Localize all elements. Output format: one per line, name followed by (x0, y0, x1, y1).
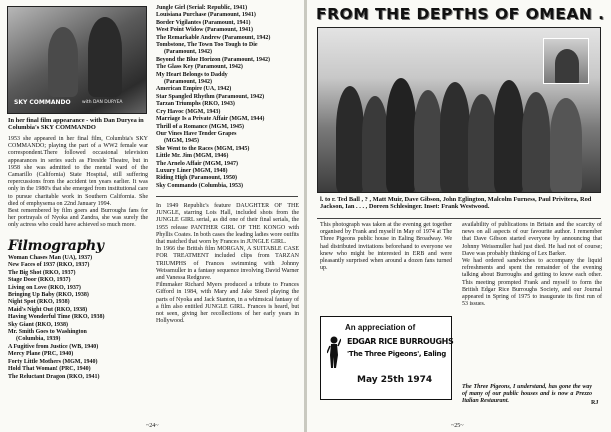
tarzan-figure-icon-svg (327, 335, 341, 369)
ad-line-4: May 25th 1974 (357, 375, 433, 385)
film-title: Riding High (Paramount, 1950) (156, 175, 238, 182)
note-text: In 1949 Republic's feature DAUGHTER OF THE JUNGLE, starring Lois Hall, included shots from the JUNGLE GIRL serial, as did one of their final serials, the 1955 release PANTHER GIRL OF THE KONGO with Phyllis Coates. In both cases the leading ladies wore outfits that matched that worn by Frances in JUNGLE GIRL. In 1966 the British film MORGAN, A SUITABLE CASE FOR TREATMENT included clips from TARZAN TRIUMPHS of Frances swimming with Johnny Weissmuller in a fantasy sequence involving David Warner and Vanessa Redgrave. Filmmaker Richard Myers produced a tribute to Frances Gifford in 1984, with Mary and Jake Steed playing the parts of Nyoka and Jack Stanton, in a whimsical fantasy of a film also entitled JUNGLE GIRL. Frances is heard, but not seen, giving her recollections of her early years in Hollywood. (156, 203, 299, 325)
group-photo-caption: l. to r. Ted Ball , ? , Matt Muir, Dave Gibson, John Eglington, Malcolm Furness, Paul Privitera, Rod Jackson, Ian . . . , Doreen Schlesinger. Inset: Frank Westwood. (320, 196, 592, 211)
inset-photo (543, 38, 589, 84)
film-title: Little Mr. Jim (MGM, 1946) (156, 153, 229, 160)
film-title: West Point Widow (Paramount, 1941) (156, 27, 253, 34)
film-title: Thrill of a Romance (MGM, 1945) (156, 123, 244, 130)
actor-figure (88, 17, 122, 97)
person-figure (522, 92, 550, 193)
sign-off: The Three Pigeons, I understand, has gone the way of many of our public houses and is now a Prezzo Italian Restaurant. (462, 384, 592, 405)
person-figure (414, 90, 442, 193)
page-number: ~24~ (146, 423, 159, 429)
film-title: American Empire (UA, 1942) (156, 86, 232, 93)
film-title: Stage Door (RKO, 1937) (8, 277, 71, 284)
ad-line-1: An appreciation of (345, 323, 416, 332)
poster-title: SKY COMMANDO (14, 99, 71, 106)
film-title: (Paramount, 1942) (164, 49, 212, 56)
film-title: Night Spot (RKO, 1938) (8, 299, 70, 306)
column-rule (317, 218, 601, 219)
ad-line-2: EDGAR RICE BURROUGHS (347, 337, 454, 346)
person-figure (550, 98, 582, 193)
page-title: FROM THE DEPTHS OF OMEAN . (316, 5, 605, 23)
inset-person-figure (555, 49, 579, 84)
author-initials: RJ (591, 400, 599, 406)
person-figure (468, 94, 496, 193)
film-title: My Heart Belongs to Daddy (156, 71, 228, 78)
film-title: Bringing Up Baby (RKO, 1938) (8, 292, 89, 299)
ad-line-3: 'The Three Pigeons', Ealing (347, 350, 446, 358)
film-title: (MGM, 1945) (164, 138, 199, 145)
poster-photo-frame (7, 6, 147, 114)
filmography-list-1 (8, 255, 150, 381)
film-title: Mercy Plane (PRC, 1940) (8, 351, 74, 358)
film-title: Tombstone, The Town Too Tough to Die (156, 42, 258, 49)
column-rule (156, 196, 298, 197)
filmography-heading: Filmography (8, 238, 104, 254)
film-title: (Paramount, 1942) (164, 79, 212, 86)
film-title: The Big Shot (RKO, 1937) (8, 269, 76, 276)
film-title: Border Vigilantes (Paramount, 1941) (156, 19, 251, 26)
film-title: Louisiana Purchase (Paramount, 1941) (156, 12, 256, 19)
film-title: Marriage Is a Private Affair (MGM, 1944) (156, 116, 265, 123)
film-title: Hold That Woman! (PRC, 1940) (8, 366, 91, 373)
article-column-1: This photograph was taken at the evening get together organised by Frank and myself in May of 1974 at The Three Pigeons public house in Ealing Broadway. We had distributed invitations beforehand to everyone we knew who might be interested in ERB and were pleasantly surprised when around a dozen fans turned up. (320, 222, 452, 272)
film-title: Having Wonderful Time (RKO, 1938) (8, 314, 105, 321)
person-figure (440, 82, 470, 193)
person-figure (494, 80, 524, 193)
event-advert (320, 316, 452, 400)
film-title: The Glass Key (Paramount, 1942) (156, 64, 243, 71)
bio-text: 1953 she appeared in her final film, Columbia's SKY COMMANDO; playing the part of a WW2 female war correspondent.There followed occasional television appearances in series such as Fireside Theatre, but in 1958 she was admitted to the mental ward of the Camarillo (California) State Hospital, still suffering repercussions from the accident ten years earlier. It was only in the 1980's that she emerged from institutional care to pursue charitable work in Southern California. She died of emphysema on 22nd January 1994. Best remembered by film goers and Burroughs fans for her portrayals of Nyoka and Zandra, she was surely the only actress who could have achieved so much more. (8, 136, 148, 229)
right-page (306, 0, 611, 432)
person-figure (386, 78, 416, 193)
group-photo-frame (317, 27, 601, 193)
person-figure (362, 96, 388, 193)
film-title: Forty Little Mothers (MGM, 1940) (8, 358, 98, 365)
film-title: Beyond the Blue Horizon (Paramount, 1942) (156, 56, 270, 63)
film-title: (Columbia, 1939) (16, 336, 61, 343)
film-title: Our Vines Have Tender Grapes (156, 130, 237, 137)
filmography-list-2 (156, 5, 301, 190)
film-title: Sky Commando (Columbia, 1953) (156, 182, 244, 189)
film-title: The Arnelo Affair (MGM, 1947) (156, 160, 239, 167)
poster-credit: with DAN DURYEA (82, 100, 123, 105)
left-page (0, 0, 305, 432)
person-figure (336, 86, 364, 193)
film-title: Woman Chases Man (UA), 1937) (8, 255, 93, 261)
film-title: She Went to the Races (MGM, 1945) (156, 145, 250, 152)
film-title: A Fugitive from Justice (WB, 1940) (8, 343, 99, 350)
actress-figure (48, 27, 78, 97)
tarzan-figure-icon (327, 335, 341, 369)
photo-caption: In her final film appearance - with Dan Duryea in Columbia's SKY COMMANDO (8, 117, 144, 132)
film-title: Maid's Night Out (RKO, 1938) (8, 306, 88, 313)
article-column-2: availability of publications in Britain and the scarcity of news on all aspects of our favourite author. I remember that Dave Gibson started everyone by announcing that Johnny Weissmuller had just died. He had not of course; Dave was probably thinking of Lex Barker. We had ordered sandwiches to accompany the liquid refreshments and spent the remainder of the evening talking about Burroughs and getting to know each other. This meeting prompted Frank and myself to form the British Edgar Rice Burroughs Society, and our Journal appeared in Spring of 1975 to inaugurate its first run of 53 issues. (462, 222, 602, 308)
film-title: Jungle Girl (Serial: Republic, 1941) (156, 5, 248, 11)
film-title: The Reluctant Dragon (RKO, 1941) (8, 373, 100, 380)
film-title: Living on Love (RKO, 1937) (8, 284, 81, 291)
film-title: Cry Havoc (MGM, 1943) (156, 108, 221, 115)
film-title: Sky Giant (RKO, 1938) (8, 321, 69, 328)
film-title: The Remarkable Andrew (Paramount, 1942) (156, 34, 271, 41)
film-title: Mr. Smith Goes to Washington (8, 329, 87, 336)
page-number: ~25~ (451, 423, 464, 429)
group-photo (318, 28, 601, 193)
sky-commando-poster (8, 7, 147, 114)
film-title: Star Spangled Rhythm (Paramount, 1942) (156, 93, 265, 100)
film-title: Tarzan Triumphs (RKO, 1943) (156, 101, 235, 108)
film-title: New Faces of 1937 (RKO, 1937) (8, 262, 90, 269)
film-title: Luxury Liner (MGM, 1948) (156, 167, 228, 174)
